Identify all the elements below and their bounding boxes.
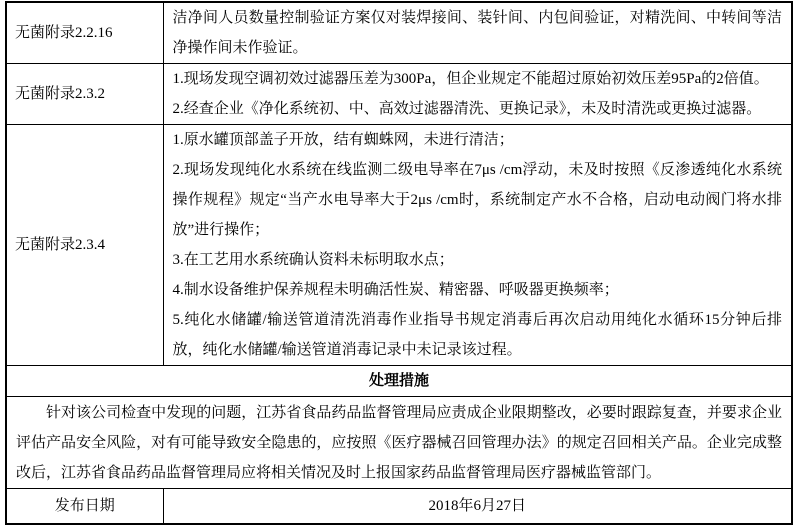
table-row-defect-2216: [6, 2, 792, 64]
section-header-measures: 处理措施: [6, 366, 792, 397]
defect-item: 4.制水设备维护保养规程未明确活性炭、精密器、呼吸器更换频率；: [172, 282, 619, 298]
defect-clause-label: 无菌附录2.3.2: [6, 64, 163, 125]
defect-description-cell: [163, 2, 792, 64]
inspection-defect-table: [5, 1, 793, 525]
defect-item: 1.原水罐顶部盖子开放，结有蜘蛛网，未进行清洁；: [172, 132, 514, 148]
defect-item: 2.现场发现纯化水系统在线监测二级电导率在7μs /cm浮动，未及时按照《反渗透纯化水系统操作规程》规定“当产水电导率大于2μs /cm时，系统制定产水不合格，启动电动阀门将水排放”进行操作；: [172, 162, 782, 238]
publish-date-value: 2018年6月27日: [163, 489, 792, 524]
defect-description-cell: [163, 125, 792, 366]
defect-item: 3.在工艺用水系统确认资料未标明取水点；: [172, 252, 454, 268]
table-row-section-header: [6, 366, 792, 397]
defect-clause-label: 无菌附录2.2.16: [6, 2, 163, 64]
measures-paragraph-cell: [6, 397, 792, 489]
table-row-defect-232: [6, 64, 792, 125]
table-row-defect-234: [6, 125, 792, 366]
table-row-publish-date: [6, 489, 792, 524]
publish-date-label: 发布日期: [6, 489, 163, 524]
defect-clause-label: 无菌附录2.3.4: [6, 125, 163, 366]
defect-item: 洁净间人员数量控制验证方案仅对装焊接间、装针间、内包间验证，对精洗间、中转间等洁净操作间未作验证。: [172, 10, 782, 56]
defect-item: 2.经查企业《净化系统初、中、高效过滤器清洗、更换记录》，未及时清洗或更换过滤器。: [172, 101, 762, 117]
defect-item: 5.纯化水储罐/输送管道清洗消毒作业指导书规定消毒后再次启动用纯化水循环15分钟后排放，纯化水储罐/输送管道消毒记录中未记录该过程。: [172, 312, 782, 358]
measures-paragraph: 针对该公司检查中发现的问题，江苏省食品药品监督管理局应责成企业限期整改，必要时跟踪复查，并要求企业评估产品安全风险，对有可能导致安全隐患的，应按照《医疗器械召回管理办法》的规定召回相关产品。企业完成整改后，江苏省食品药品监督管理局应将相关情况及时上报国家药品监督管理局医疗器械监管部门。: [16, 404, 782, 481]
defect-item: 1.现场发现空调初效过滤器压差为300Pa，但企业规定不能超过原始初效压差95Pa的2倍值。: [172, 71, 769, 87]
table-row-measures: [6, 397, 792, 489]
defect-description-cell: [163, 64, 792, 125]
